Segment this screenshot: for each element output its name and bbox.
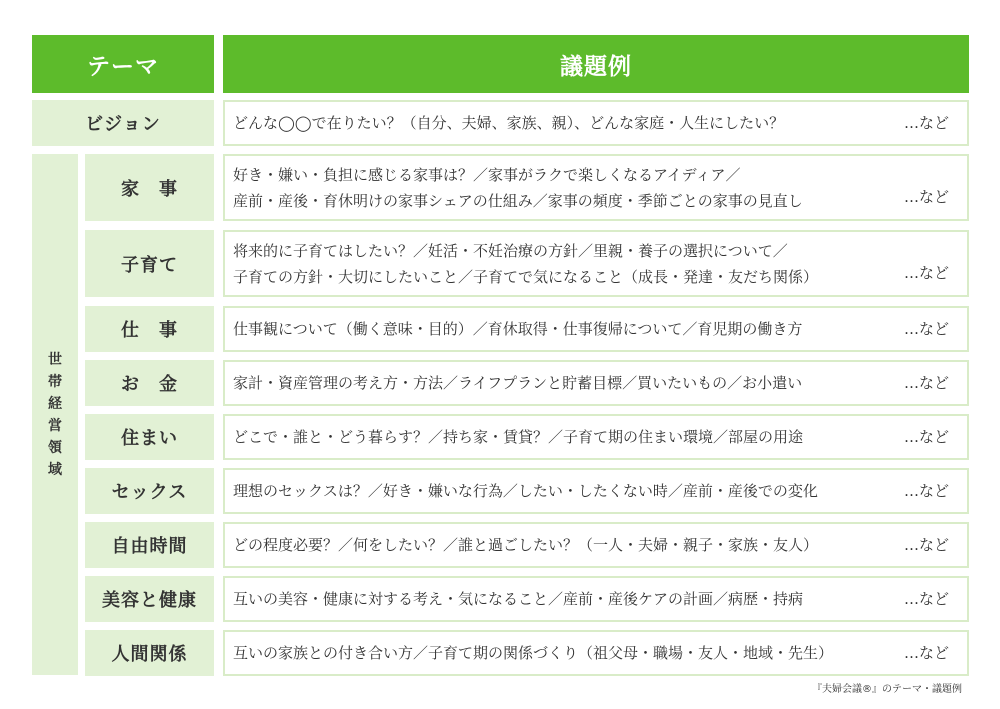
row-text-line: 子育ての方針・大切にしたいこと／子育てで気になること（成長・発達・友だち関係） (233, 267, 819, 286)
row-etc: …など (903, 590, 949, 608)
row-label-sex: セックス (85, 468, 214, 514)
examples-header: 議題例 (223, 35, 969, 93)
row-etc: …など (903, 644, 949, 662)
row-content-money (223, 360, 969, 406)
household-domain-label (32, 154, 78, 675)
row-label-beauty-health: 美容と健康 (85, 576, 214, 622)
theme-header: テーマ (32, 35, 214, 93)
row-content-free-time (223, 522, 969, 568)
row-content-sex (223, 468, 969, 514)
row-text-line: 互いの家族との付き合い方／子育て期の関係づくり（祖父母・職場・友人・地域・先生） (233, 644, 834, 662)
vision-label: ビジョン (32, 100, 214, 146)
row-content-childcare (223, 230, 969, 297)
row-etc: …など (903, 320, 949, 338)
row-label-childcare: 子育て (85, 230, 214, 297)
row-etc: …など (903, 536, 949, 554)
row-etc: …など (903, 264, 949, 282)
row-label-housing: 住まい (85, 414, 214, 460)
caption: 『夫婦会議®』のテーマ・議題例 (812, 684, 962, 695)
row-etc: …など (903, 428, 949, 446)
row-content-housework (223, 154, 969, 221)
row-etc: …など (903, 188, 949, 206)
row-content-work (223, 306, 969, 352)
row-content-beauty-health (223, 576, 969, 622)
vision-content (223, 100, 969, 146)
vision-text: どんな◯◯で在りたい？（自分、夫婦、家族、親）、どんな家庭・人生にしたい？ (233, 114, 785, 132)
row-content-relationships (223, 630, 969, 676)
row-content-housing (223, 414, 969, 460)
row-text-line: 仕事観について（働く意味・目的）／育休取得・仕事復帰について／育児期の働き方 (233, 320, 803, 338)
row-label-money: お 金 (85, 360, 214, 406)
row-text-line: 互いの美容・健康に対する考え・気になること／産前・産後ケアの計画／病歴・持病 (233, 590, 804, 608)
household-domain-text: 世帯経営領域 (48, 351, 62, 478)
row-text-line: 産前・産後・育休明けの家事シェアの仕組み／家事の頻度・季節ごとの家事の見直し (233, 191, 803, 210)
row-text-line: どの程度必要？／何をしたい？／誰と過ごしたい？（一人・夫婦・親子・家族・友人） (233, 536, 819, 554)
row-label-housework: 家 事 (85, 154, 214, 221)
row-etc: …など (903, 374, 949, 392)
row-etc: …など (903, 482, 949, 500)
row-text-line: 家計・資産管理の考え方・方法／ライフプランと貯蓄目標／買いたいもの／お小遣い (233, 374, 803, 392)
row-text-line: 好き・嫌い・負担に感じる家事は？／家事がラクで楽しくなるアイディア／ (233, 165, 741, 184)
row-text-line: 将来的に子育てはしたい？／妊活・不妊治療の方針／里親・養子の選択について／ (233, 241, 788, 260)
row-label-relationships: 人間関係 (85, 630, 214, 676)
row-label-work: 仕 事 (85, 306, 214, 352)
vision-etc: …など (903, 114, 949, 132)
row-label-free-time: 自由時間 (85, 522, 214, 568)
row-text-line: どこで・誰と・どう暮らす？／持ち家・賃貸？／子育て期の住まい環境／部屋の用途 (233, 428, 804, 446)
row-text-line: 理想のセックスは？／好き・嫌いな行為／したい・したくない時／産前・産後での変化 (233, 482, 818, 500)
